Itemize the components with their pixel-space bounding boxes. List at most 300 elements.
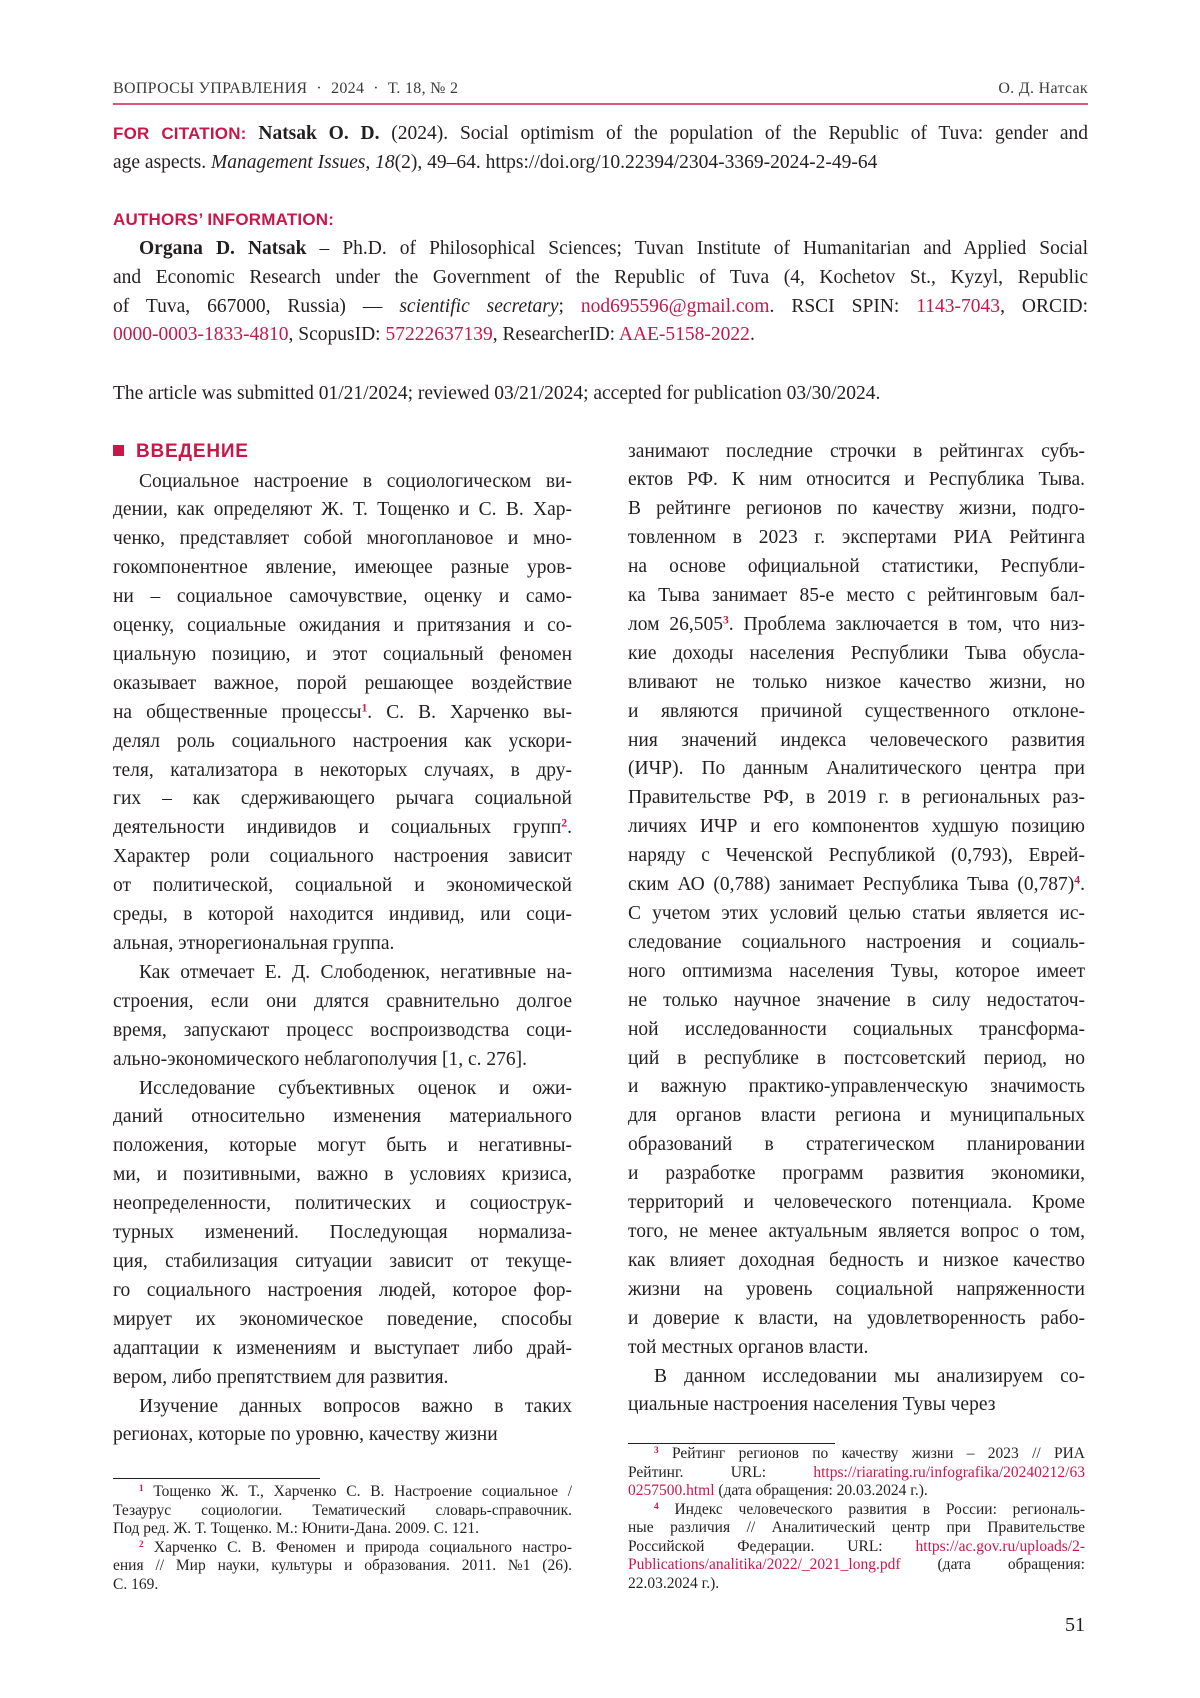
- text: . Проблема заключается в том, что низ-: [729, 614, 1085, 635]
- text: неопределенности, политических и социострук-: [113, 1193, 572, 1214]
- line-content: [113, 525, 572, 554]
- line-content: [113, 814, 572, 843]
- text: среды, в которой находится индивид, или соци-: [113, 904, 572, 925]
- text-line: [113, 496, 572, 525]
- text-line: [113, 872, 572, 901]
- text: вером, либо препятствием для развития.: [113, 1367, 448, 1388]
- text: Под ред. Ж. Т. Тощенко. М.: Юнити-Дана. 2009. С. 121.: [113, 1520, 479, 1537]
- text: циальные настроения населения Тувы через: [628, 1394, 995, 1415]
- text: age aspects.: [113, 152, 211, 173]
- separator: ·: [373, 80, 379, 97]
- line-content: [113, 264, 1088, 293]
- text-line: [628, 582, 1085, 611]
- text: занимают последние строчки в рейтингах субъ-: [628, 441, 1085, 462]
- line-content: [139, 1539, 572, 1558]
- line-content: [113, 1306, 572, 1335]
- text-line: [113, 1248, 572, 1277]
- text: от политической, социальной и экономической: [113, 875, 572, 896]
- text-line: [113, 1335, 572, 1364]
- line-content: [654, 1445, 1085, 1464]
- submission-dates: [113, 380, 1088, 409]
- text-line: [628, 1501, 1085, 1520]
- text-line: [628, 1131, 1085, 1160]
- line-content: [628, 871, 1085, 900]
- text: В данном исследовании мы анализируем со-: [654, 1366, 1085, 1387]
- journal-info: [113, 79, 458, 99]
- text: на основе официальной статистики, Республи-: [628, 556, 1085, 577]
- link[interactable]: 1143-7043: [916, 296, 1000, 317]
- line-content: [113, 670, 572, 699]
- line-content: [113, 1017, 572, 1046]
- text: личиях ИЧР и его компонентов худшую позицию: [628, 816, 1085, 837]
- text-line: [113, 1161, 572, 1190]
- text: гих – как сдерживающего рычага социальной: [113, 788, 572, 809]
- line-content: [113, 583, 572, 612]
- line-content: [628, 1334, 868, 1363]
- italic-text: Management Issues: [211, 152, 365, 173]
- text-line: [628, 755, 1085, 784]
- bold-text: Organa D. Natsak: [139, 238, 306, 259]
- text-line: [113, 1539, 572, 1558]
- text-line: [113, 901, 572, 930]
- text: теля, катализатора в некоторых случаях, в дру-: [113, 760, 572, 781]
- text: ния значений индекса человеческого развития: [628, 730, 1085, 751]
- line-content: [628, 813, 1085, 842]
- text: (2), 49–64. https://doi.org/10.22394/2304-3369-2024-2-49-64: [395, 152, 878, 173]
- text-line: [113, 1557, 572, 1576]
- line-content: [628, 611, 1085, 640]
- text: [247, 123, 259, 144]
- text: С. 169.: [113, 1576, 158, 1593]
- text-line: [113, 699, 572, 728]
- text-line: [628, 495, 1085, 524]
- text: время, запускают процесс воспроизводства соци-: [113, 1020, 572, 1041]
- text: Исследование субъективных оценок и ожи-: [139, 1078, 572, 1099]
- text: и являются причиной существенного отклоне-: [628, 701, 1085, 722]
- text-line: [628, 698, 1085, 727]
- text-line: [113, 149, 1088, 178]
- text: Тощенко Ж. Т., Харченко С. В. Настроение социальное /: [144, 1483, 572, 1500]
- line-content: [628, 582, 1085, 611]
- text-line: [628, 640, 1085, 669]
- line-content: [113, 1520, 479, 1539]
- text: ми, и позитивными, важно в условиях кризиса,: [113, 1164, 572, 1185]
- header-rule: [113, 103, 1088, 105]
- text-line: [113, 612, 572, 641]
- line-content: [628, 1102, 1085, 1131]
- text: 22.03.2024 г.).: [628, 1575, 719, 1592]
- text-line: [113, 120, 1088, 149]
- text-line: [113, 728, 572, 757]
- line-content: [628, 1218, 1085, 1247]
- line-content: [113, 757, 572, 786]
- link[interactable]: https://riarating.ru/infografika/20240212/63: [813, 1464, 1085, 1481]
- text-line: [628, 1102, 1085, 1131]
- page-number: 51: [1065, 1612, 1085, 1638]
- line-content: [628, 1276, 1085, 1305]
- footnote-rule-left: [113, 1478, 320, 1479]
- footnote-ref: 2: [139, 1539, 144, 1549]
- text: Российской Федерации. URL:: [628, 1538, 916, 1555]
- link[interactable]: nod695596@gmail.com: [581, 296, 770, 317]
- text-line: [113, 1046, 572, 1075]
- line-content: [628, 698, 1085, 727]
- text-line: [113, 959, 572, 988]
- text: регионах, которые по уровню, качеству жизни: [113, 1424, 498, 1445]
- link[interactable]: 0257500.html: [628, 1482, 715, 1499]
- line-content: [654, 1363, 1085, 1392]
- line-content: [628, 1160, 1085, 1189]
- text-line: [628, 1189, 1085, 1218]
- footnote-ref: 3: [654, 1446, 659, 1456]
- text: .: [750, 324, 755, 345]
- line-content: [113, 1557, 572, 1576]
- section-heading: [113, 439, 249, 465]
- line-content: [628, 640, 1085, 669]
- journal-year: 2024: [331, 80, 364, 97]
- line-content: [113, 1502, 572, 1521]
- text-line: [113, 1421, 572, 1450]
- text: товленном в 2023 г. экспертами РИА Рейтинга: [628, 527, 1085, 548]
- line-content: [113, 1277, 572, 1306]
- text: и доверие к власти, на удовлетворенность рабо-: [628, 1308, 1085, 1329]
- text-line: [628, 1391, 1085, 1420]
- line-content: [628, 842, 1085, 871]
- line-content: [628, 495, 1085, 524]
- line-content: [113, 1132, 572, 1161]
- text: Тезаурус социологии. Тематический словарь-справочник.: [113, 1502, 572, 1519]
- text: кие доходы населения Республики Тыва обусла-: [628, 643, 1085, 664]
- link[interactable]: 57222637139: [385, 324, 492, 345]
- text: следование социального настроения и социаль-: [628, 932, 1085, 953]
- text-line: [628, 1464, 1085, 1483]
- text-line: [113, 1306, 572, 1335]
- text-line: [628, 1247, 1085, 1276]
- line-content: [113, 641, 572, 670]
- text: Рейтинг регионов по качеству жизни – 2023 // РИА: [659, 1445, 1085, 1462]
- text: ения // Мир науки, культуры и образования. 2011. №1 (26).: [113, 1557, 572, 1574]
- text-line: [628, 1556, 1085, 1575]
- line-content: [113, 930, 394, 959]
- text-line: [113, 554, 572, 583]
- text: оценку, социальные ожидания и притязания и со-: [113, 615, 572, 636]
- line-content: [628, 553, 1085, 582]
- label: FOR CITATION:: [113, 124, 247, 143]
- text-line: [628, 987, 1085, 1016]
- journal-name: ВОПРОСЫ УПРАВЛЕНИЯ: [113, 80, 307, 97]
- text-line: [113, 525, 572, 554]
- text-line: [628, 466, 1085, 495]
- text-line: [113, 641, 572, 670]
- line-content: [139, 235, 1088, 264]
- text-line: [113, 988, 572, 1017]
- text: The article was submitted 01/21/2024; reviewed 03/21/2024; accepted for publication 03/30/2024.: [113, 383, 880, 404]
- line-content: [628, 900, 1085, 929]
- line-content: [139, 959, 572, 988]
- line-content: [113, 321, 755, 350]
- text-line: [628, 1276, 1085, 1305]
- text-line: [113, 1132, 572, 1161]
- text: ни – социальное самочувствие, оценку и само-: [113, 586, 572, 607]
- line-content: [628, 1464, 1085, 1483]
- link[interactable]: Publications/analitika/2022/_2021_long.pdf: [628, 1556, 901, 1573]
- text-line: [628, 784, 1085, 813]
- text: территорий и человеческого потенциала. Кроме: [628, 1192, 1085, 1213]
- text: .: [567, 817, 572, 838]
- footnotes-left: [113, 1483, 572, 1594]
- line-content: [113, 149, 877, 178]
- line-content: [113, 293, 1088, 322]
- text: строения, если они длятся сравнительно долгое: [113, 991, 572, 1012]
- text-line: [628, 1305, 1085, 1334]
- text: of Tuva, 667000, Russia) —: [113, 296, 399, 317]
- text-line: [113, 1103, 572, 1132]
- text: образований в стратегическом планировании: [628, 1134, 1085, 1155]
- text-line: [113, 468, 572, 497]
- footnote-ref: 4: [1074, 874, 1080, 887]
- text-line: [113, 264, 1088, 293]
- text: . RSCI SPIN:: [769, 296, 916, 317]
- text-line: [113, 1190, 572, 1219]
- text-line: [113, 1364, 572, 1393]
- footnotes-right: [628, 1445, 1085, 1593]
- text: лом 26,505: [628, 614, 723, 635]
- text-line: [113, 1502, 572, 1521]
- text: наряду с Чеченской Республикой (0,793), Еврей-: [628, 845, 1085, 866]
- text: ного оптимизма населения Тувы, которое имеет: [628, 961, 1085, 982]
- text: Харченко С. В. Феномен и природа социального настро-: [144, 1539, 572, 1556]
- text-line: [113, 1393, 572, 1422]
- line-content: [113, 612, 572, 641]
- text-line: [113, 1017, 572, 1046]
- text-line: [113, 1219, 572, 1248]
- text: мирует их экономическое поведение, способы: [113, 1309, 572, 1330]
- text-line: [113, 321, 1088, 350]
- text: С учетом этих условий целью статьи является ис-: [628, 903, 1085, 924]
- text-line: [628, 669, 1085, 698]
- text: адаптации к изменениям и выступает либо драй-: [113, 1338, 572, 1359]
- text-line: [113, 843, 572, 872]
- text: того, не менее актуальным является вопрос о том,: [628, 1221, 1085, 1242]
- line-content: [628, 524, 1085, 553]
- text: ченко, представляет собой многоплановое и мно-: [113, 528, 572, 549]
- line-content: [139, 1483, 572, 1502]
- line-content: [628, 755, 1085, 784]
- text: даний относительно изменения материального: [113, 1106, 572, 1127]
- line-content: [113, 901, 572, 930]
- text: дении, как определяют Ж. Т. Тощенко и С. В. Хар-: [113, 499, 572, 520]
- text: ция, стабилизация ситуации зависит от текуще-: [113, 1251, 572, 1272]
- text: (дата обращения:: [901, 1556, 1085, 1573]
- text: ектов РФ. К ним относится и Республика Тыва.: [628, 469, 1085, 490]
- text-line: [113, 380, 1088, 409]
- line-content: [113, 380, 880, 409]
- text-line: [628, 1519, 1085, 1538]
- text-line: [113, 1483, 572, 1502]
- journal-volume: Т. 18, № 2: [388, 80, 458, 97]
- line-content: [113, 1248, 572, 1277]
- line-content: [113, 1576, 158, 1595]
- text: ским АО (0,788) занимает Республика Тыва (0,787): [628, 874, 1074, 895]
- line-content: [139, 1075, 572, 1104]
- text-line: [628, 1575, 1085, 1594]
- text: .: [1080, 874, 1085, 895]
- text: Социальное настроение в социологическом ви-: [139, 471, 572, 492]
- text-line: [113, 1277, 572, 1306]
- text-line: [628, 524, 1085, 553]
- text: го социального настроения людей, которое фор-: [113, 1280, 572, 1301]
- bold-text: Natsak O. D.: [258, 123, 379, 144]
- line-content: [113, 1335, 572, 1364]
- text: Рейтинг. URL:: [628, 1464, 813, 1481]
- text-line: [628, 900, 1085, 929]
- text-line: [628, 1363, 1085, 1392]
- running-header: [113, 79, 1088, 99]
- text: ка Тыва занимает 85-е место с рейтинговым бал-: [628, 585, 1085, 606]
- text-line: [628, 1218, 1085, 1247]
- text: and Economic Research under the Government of the Republic of Tuva (4, Kochetov St., Kyzyl, Republic: [113, 267, 1088, 288]
- text-line: [628, 1538, 1085, 1557]
- text-line: [113, 785, 572, 814]
- italic-text: scientific secretary: [399, 296, 558, 317]
- italic-text: 18: [375, 152, 395, 173]
- line-content: [628, 1045, 1085, 1074]
- section-title: ВВЕДЕНИЕ: [136, 441, 249, 462]
- line-content: [113, 1190, 572, 1219]
- link[interactable]: AAE-5158-2022: [619, 324, 750, 345]
- text-line: [113, 1075, 572, 1104]
- text-line: [113, 814, 572, 843]
- text-line: [628, 611, 1085, 640]
- text-line: [113, 235, 1088, 264]
- footnote-rule-right: [628, 1443, 835, 1444]
- text-line: [113, 757, 572, 786]
- text: для органов власти региона и муниципальных: [628, 1105, 1085, 1126]
- text: Правительстве РФ, в 2019 г. в региональных раз-: [628, 787, 1085, 808]
- line-content: [113, 1046, 527, 1075]
- line-content: [139, 468, 572, 497]
- text-line: [113, 1576, 572, 1595]
- text-line: [113, 930, 572, 959]
- text-line: [628, 1016, 1085, 1045]
- header-author: О. Д. Натсак: [998, 79, 1088, 99]
- text: вливают не только низкое качество жизни, но: [628, 672, 1085, 693]
- line-content: [113, 872, 572, 901]
- line-content: [113, 496, 572, 525]
- line-content: [113, 1219, 572, 1248]
- text-line: [628, 842, 1085, 871]
- line-content: [113, 785, 572, 814]
- line-content: [628, 1575, 719, 1594]
- text: Индекс человеческого развития в России: региональ-: [659, 1501, 1085, 1518]
- text: как влияет доходная бедность и низкое качество: [628, 1250, 1085, 1271]
- footnote-ref: 1: [139, 1484, 144, 1494]
- line-content: [113, 1421, 498, 1450]
- text: Как отмечает Е. Д. Слободенюк, негативные на-: [139, 962, 572, 983]
- text: деятельности индивидов и социальных групп: [113, 817, 561, 838]
- link[interactable]: https://ac.gov.ru/uploads/2-: [916, 1538, 1085, 1555]
- text-line: [113, 670, 572, 699]
- text-line: [628, 1482, 1085, 1501]
- right-column: [628, 438, 1085, 1421]
- text: положения, которые могут быть и негативны-: [113, 1135, 572, 1156]
- text: турных изменений. Последующая нормализа-: [113, 1222, 572, 1243]
- line-content: [113, 120, 1088, 149]
- line-content: [628, 958, 1085, 987]
- line-content: [628, 1073, 1085, 1102]
- text-line: [628, 553, 1085, 582]
- text-line: [628, 1045, 1085, 1074]
- line-content: [113, 843, 572, 872]
- line-content: [628, 1391, 995, 1420]
- line-content: [628, 929, 1085, 958]
- text: . С. В. Харченко вы-: [367, 702, 572, 723]
- footnote-ref: 1: [361, 701, 367, 714]
- authors-info: [113, 235, 1088, 350]
- text: ной исследованности социальных трансформа-: [628, 1019, 1085, 1040]
- left-column: [113, 468, 572, 1451]
- line-content: [628, 1482, 928, 1501]
- text-line: [628, 929, 1085, 958]
- line-content: [113, 1103, 572, 1132]
- text-line: [628, 813, 1085, 842]
- text: жизни на уровень социальной напряженности: [628, 1279, 1085, 1300]
- text: Характер роли социального настроения зависит: [113, 846, 572, 867]
- text: , ResearcherID:: [493, 324, 619, 345]
- authors-heading: AUTHORS’ INFORMATION:: [113, 207, 334, 233]
- text: , ScopusID:: [288, 324, 385, 345]
- separator: ·: [316, 80, 322, 97]
- citation-block: [113, 120, 1088, 177]
- text: , ORCID:: [1000, 296, 1088, 317]
- line-content: [628, 1189, 1085, 1218]
- text: на общественные процессы: [113, 702, 361, 723]
- line-content: [628, 1538, 1085, 1557]
- text: той местных органов власти.: [628, 1337, 868, 1358]
- footnote-ref: 3: [723, 614, 729, 627]
- text-line: [628, 1073, 1085, 1102]
- square-bullet-icon: [113, 445, 124, 456]
- line-content: [113, 988, 572, 1017]
- line-content: [628, 784, 1085, 813]
- text: Изучение данных вопросов важно в таких: [139, 1396, 572, 1417]
- text: альная, этнорегиональная группа.: [113, 933, 394, 954]
- line-content: [628, 466, 1085, 495]
- line-content: [628, 1131, 1085, 1160]
- text: (2024). Social optimism of the population of the Republic of Tuva: gender and: [379, 123, 1088, 144]
- text-line: [628, 1445, 1085, 1464]
- line-content: [628, 669, 1085, 698]
- text: ций в республике в постсоветский период, но: [628, 1048, 1085, 1069]
- text: оказывает важное, порой решающее воздействие: [113, 673, 572, 694]
- footnote-ref: 4: [654, 1501, 659, 1511]
- line-content: [113, 1161, 572, 1190]
- line-content: [654, 1501, 1085, 1520]
- text: циальную позицию, и этот социальный феномен: [113, 644, 572, 665]
- line-content: [113, 1364, 448, 1393]
- text-line: [628, 1160, 1085, 1189]
- text: ,: [365, 152, 375, 173]
- line-content: [628, 727, 1085, 756]
- text: ;: [559, 296, 581, 317]
- text-line: [113, 1520, 572, 1539]
- line-content: [628, 438, 1085, 467]
- footnote-ref: 2: [561, 817, 567, 830]
- link[interactable]: 0000-0003-1833-4810: [113, 324, 288, 345]
- text: (дата обращения: 20.03.2024 г.).: [715, 1482, 928, 1499]
- text-line: [113, 583, 572, 612]
- text-line: [628, 727, 1085, 756]
